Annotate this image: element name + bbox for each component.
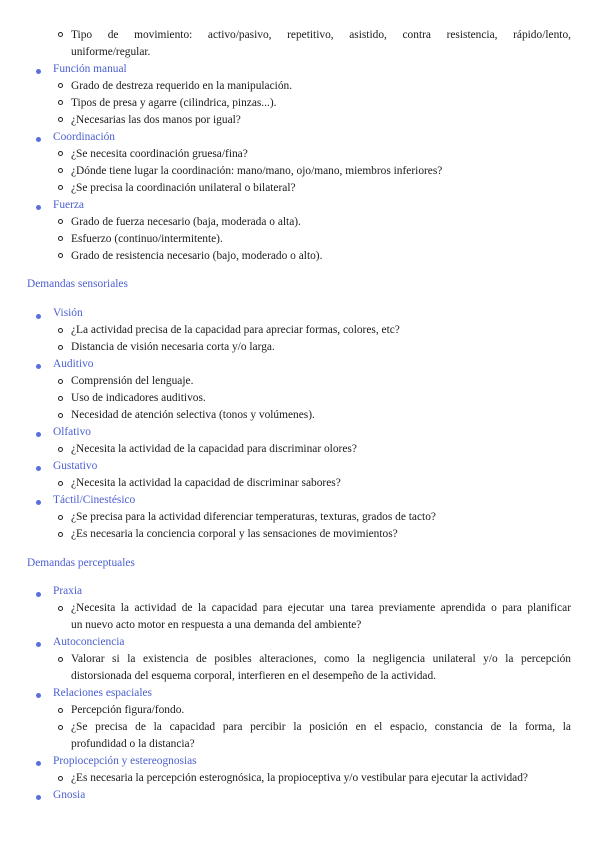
sub-bullet [58,83,63,88]
sub-bullet [58,532,63,537]
section-item-coordinacion: Coordinación [53,131,116,143]
list-item: Tipo de movimiento: activo/pasivo, repetitivo, asistido, contra resistencia, rápido/lento, [71,29,571,41]
list-item: Distancia de visión necesaria corta y/o larga. [71,341,275,353]
bullet [36,795,41,800]
sub-bullet [58,168,63,173]
sub-bullet [58,413,63,418]
bullet [36,137,41,142]
sub-bullet [58,447,63,452]
list-item: Comprensión del lenguaje. [71,375,194,387]
list-item-continuation: un nuevo acto motor en respuesta a una demanda del ambiente? [71,619,362,631]
sub-bullet [58,708,63,713]
list-item: ¿Se precisa de la capacidad para percibir la posición en el espacio, constancia de la forma, la [71,721,571,733]
list-item: ¿Necesarias las dos manos por igual? [71,114,241,126]
list-item: ¿Es necesaria la conciencia corporal y las sensaciones de movimientos? [71,528,398,540]
list-item: ¿Necesita la actividad de la capacidad para ejecutar una tarea previamente aprendida o para planificar [71,602,571,614]
sub-bullet [58,236,63,241]
section-item-gnosia: Gnosia [53,789,86,801]
section-item-autoconciencia: Autoconciencia [53,636,125,648]
bullet [36,432,41,437]
section-heading-perceptuales: Demandas perceptuales [27,557,135,569]
sub-bullet [58,32,63,37]
list-item-continuation: distorsionada del esquema corporal, interfieren en el desempeño de la actividad. [71,670,436,682]
sub-bullet [58,345,63,350]
sub-bullet [58,117,63,122]
section-item-gustativo: Gustativo [53,460,98,472]
list-item: Necesidad de atención selectiva (tonos y volúmenes). [71,409,315,421]
sub-bullet [58,481,63,486]
section-item-vision: Visión [53,307,83,319]
sub-bullet [58,396,63,401]
bullet [36,592,41,597]
sub-bullet [58,328,63,333]
section-item-praxia: Praxia [53,585,83,597]
bullet [36,314,41,319]
section-item-auditivo: Auditivo [53,358,94,370]
sub-bullet [58,725,63,730]
sub-bullet [58,776,63,781]
sub-bullet [58,253,63,258]
sub-bullet [58,515,63,520]
section-heading-sensoriales: Demandas sensoriales [27,278,128,290]
list-item: Percepción figura/fondo. [71,704,185,716]
section-item-olfativo: Olfativo [53,426,91,438]
list-item-continuation: profundidad o la distancia? [71,738,195,750]
sub-bullet [58,219,63,224]
section-item-tactil: Táctil/Cinestésico [53,494,136,506]
list-item: Grado de fuerza necesario (baja, moderada o alta). [71,216,301,228]
sub-bullet [58,151,63,156]
section-item-relaciones-espaciales: Relaciones espaciales [53,687,152,699]
sub-bullet [58,100,63,105]
list-item: Grado de destreza requerido en la manipulación. [71,80,293,92]
list-item: Valorar si la existencia de posibles alteraciones, como la negligencia unilateral y/o la percepción [71,653,571,665]
bullet [36,500,41,505]
list-item: ¿Se precisa para la actividad diferenciar temperaturas, texturas, grados de tacto? [71,511,436,523]
list-item-continuation: uniforme/regular. [71,46,151,58]
section-item-fuerza: Fuerza [53,199,84,211]
list-item: Uso de indicadores auditivos. [71,392,206,404]
bullet [36,466,41,471]
sub-bullet [58,657,63,662]
section-item-funcion-manual: Función manual [53,63,127,75]
list-item: ¿Se necesita coordinación gruesa/fina? [71,148,248,160]
bullet [36,69,41,74]
sub-bullet [58,185,63,190]
list-item: ¿La actividad precisa de la capacidad para apreciar formas, colores, etc? [71,324,400,336]
bullet [36,364,41,369]
list-item: ¿Necesita la actividad la capacidad de discriminar sabores? [71,477,341,489]
list-item: Esfuerzo (continuo/intermitente). [71,233,223,245]
list-item: ¿Se precisa la coordinación unilateral o bilateral? [71,182,296,194]
bullet [36,205,41,210]
bullet [36,761,41,766]
list-item: ¿Necesita la actividad de la capacidad para discriminar olores? [71,443,357,455]
bullet [36,642,41,647]
section-item-propiocepcion: Propiocepción y estereognosias [53,755,197,767]
sub-bullet [58,379,63,384]
list-item: ¿Es necesaria la percepción esterognósica, la propioceptiva y/o vestibular para ejecutar la actividad? [71,772,528,784]
list-item: Grado de resistencia necesario (bajo, moderado o alto). [71,250,323,262]
list-item: ¿Dónde tiene lugar la coordinación: mano/mano, ojo/mano, miembros inferiores? [71,165,443,177]
bullet [36,693,41,698]
sub-bullet [58,606,63,611]
list-item: Tipos de presa y agarre (cilindrica, pinzas...). [71,97,277,109]
